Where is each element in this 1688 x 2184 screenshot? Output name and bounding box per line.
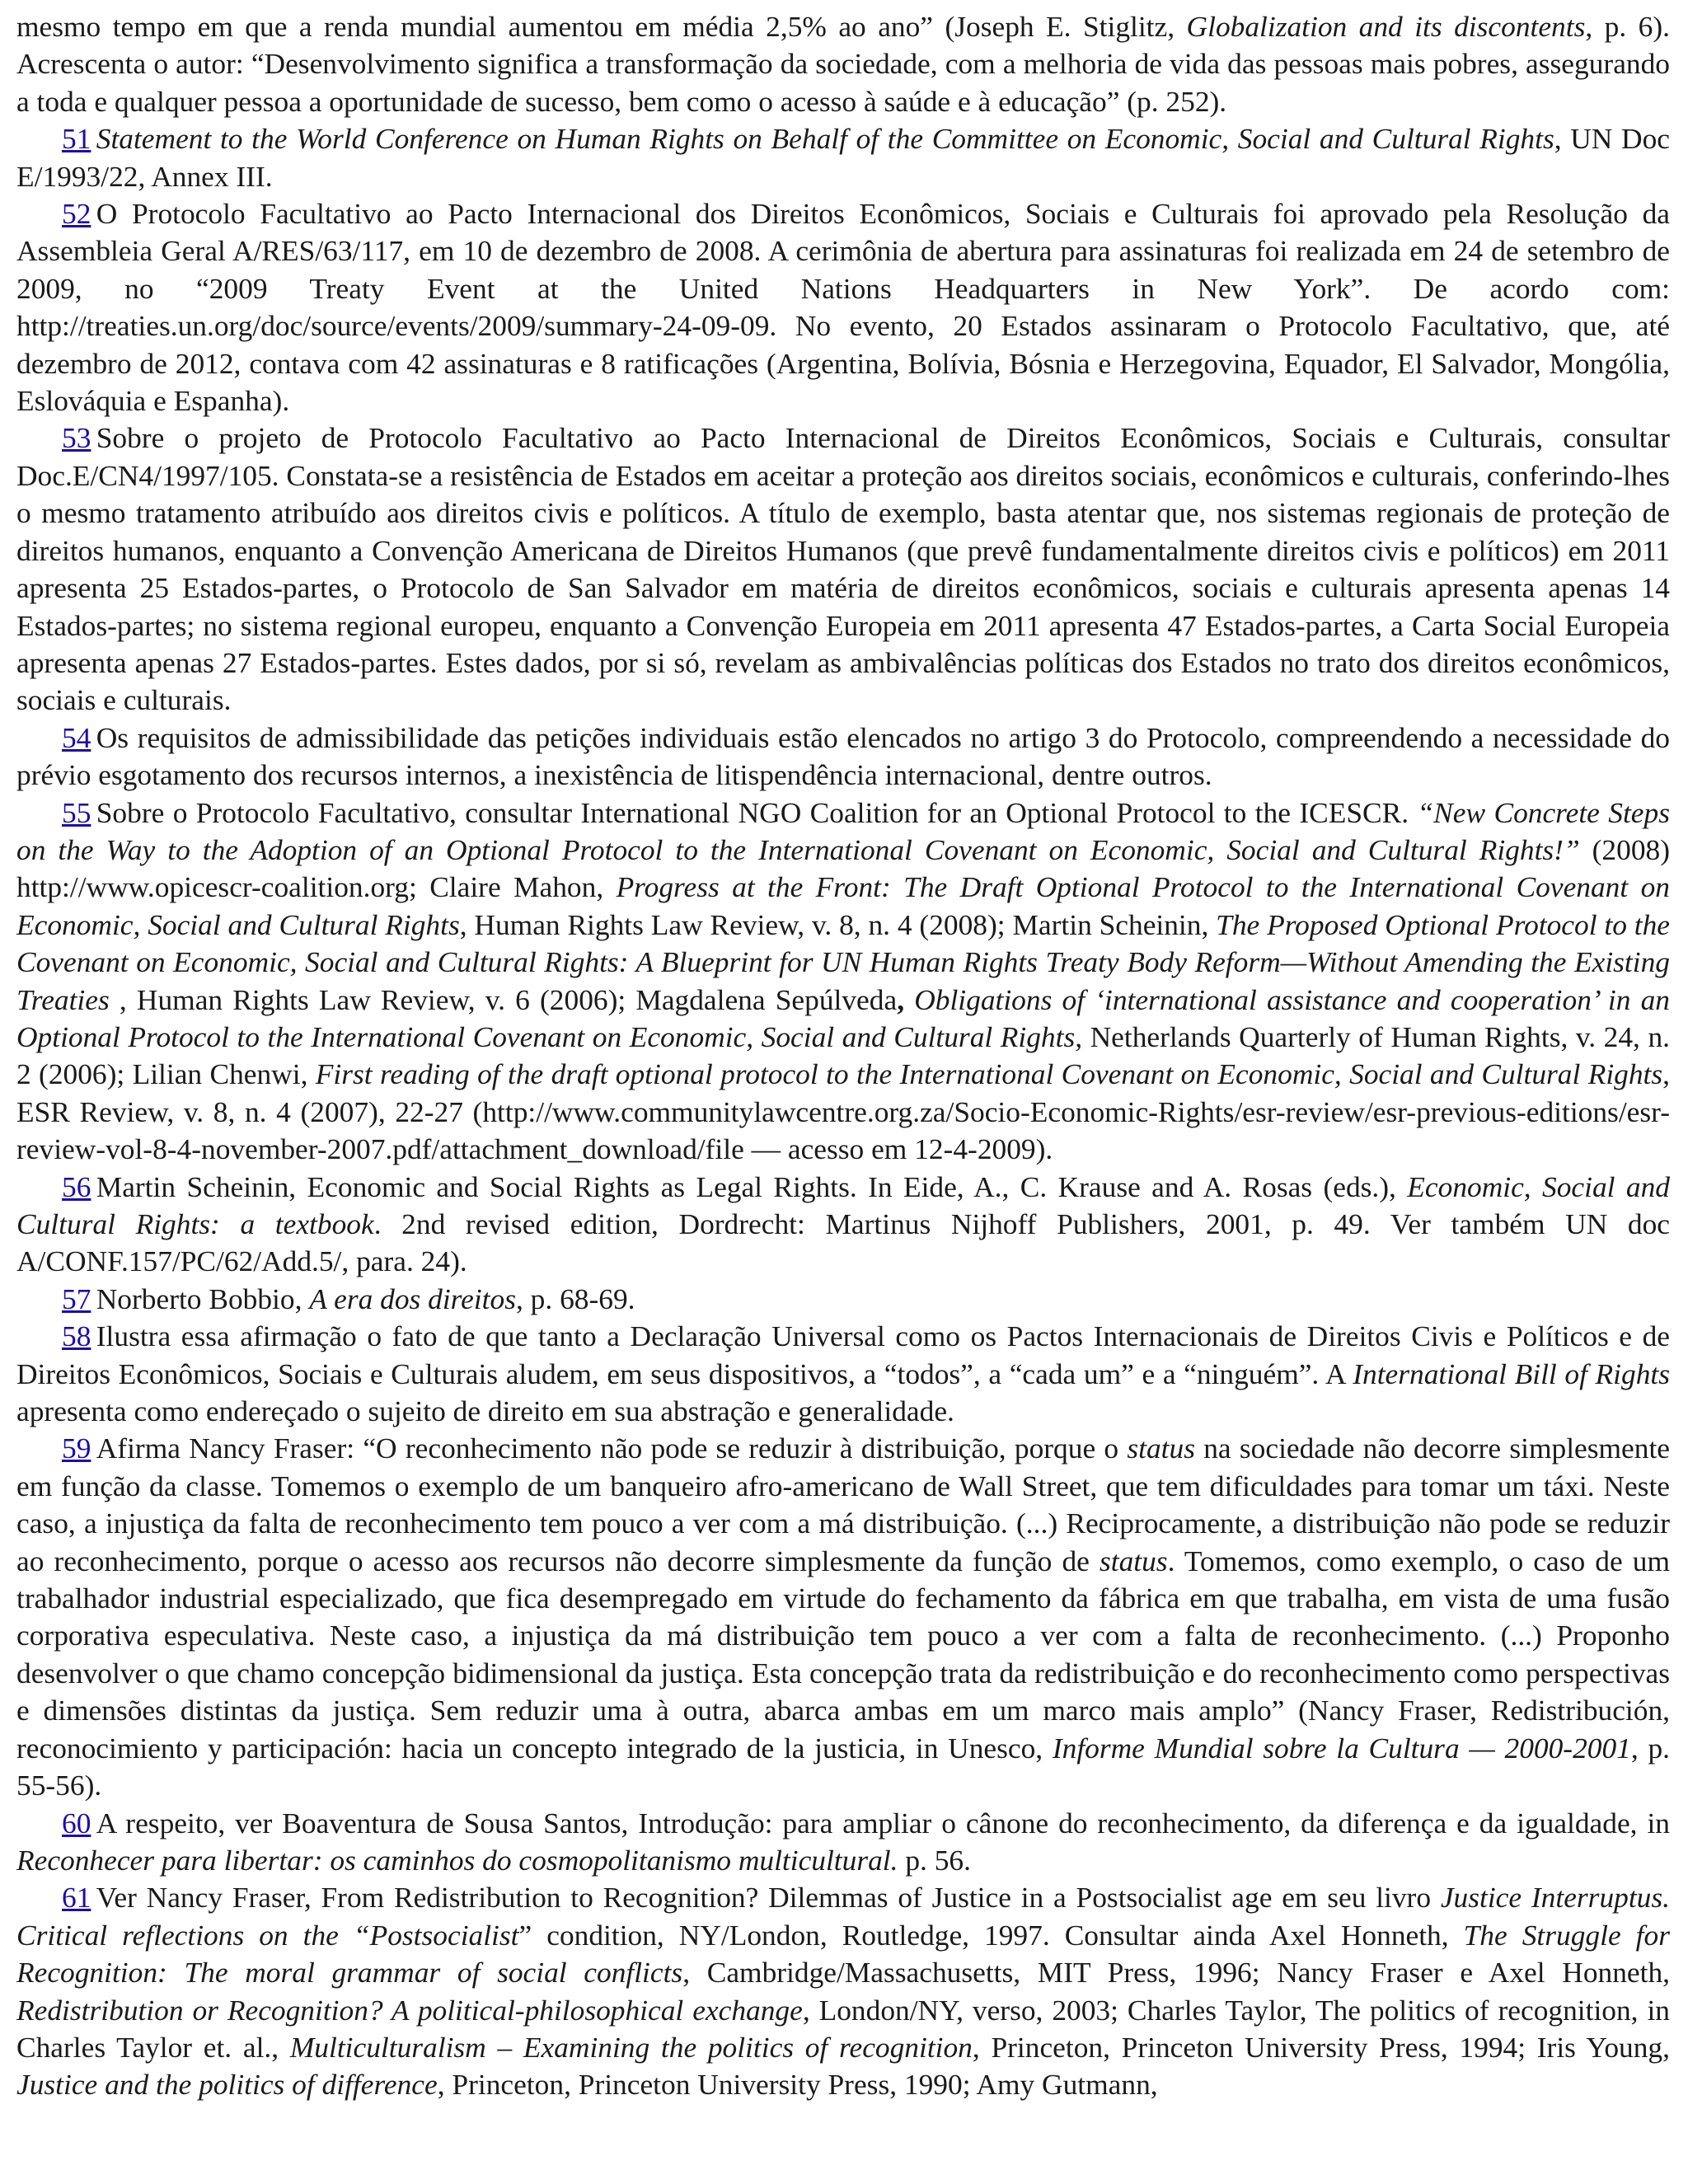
italic-text: status bbox=[1099, 1544, 1168, 1577]
body-text: , London/NY, verso, 2003; Charles Taylor, The politics of recognition, in Charles Taylor et. al., bbox=[16, 1993, 1670, 2064]
italic-text: Globalization and its discontents bbox=[1186, 10, 1586, 43]
footnote-57 bbox=[16, 1281, 1670, 1318]
footnote-56 bbox=[16, 1169, 1670, 1281]
italic-text: “New Concrete Steps on the Way to the Adoption of an Optional Protocol to the International Covenant on Economic, Social and Cultural Rights!” bbox=[16, 795, 1670, 866]
italic-text: The Struggle for Recognition: The moral grammar of social conflicts bbox=[16, 1918, 1670, 1990]
italic-text: Multiculturalism – Examining the politics of recognition bbox=[289, 2030, 973, 2064]
body-text: A respeito, ver Boaventura de Sousa Santos, Introdução: para ampliar o cânone do reconhecimento, da diferença e da igualdade, in bbox=[96, 1806, 1670, 1840]
body-text: Netherlands Quarterly of Human Rights, v. 24, n. 2 (2006); Lilian Chenwi, bbox=[16, 1019, 1670, 1091]
footnote-54 bbox=[16, 719, 1670, 794]
italic-text: Justice and the politics of difference bbox=[16, 2068, 438, 2102]
footnotes-list bbox=[16, 8, 1670, 2104]
italic-text: Obligations of ‘international assistance and cooperation’ in an Optional Protocol to the International Covenant on Economic, Social and Cultural Rights, bbox=[16, 982, 1671, 1053]
body-text: mesmo tempo em que a renda mundial aumentou em média 2,5% ao ano” (Joseph E. Stiglitz, bbox=[16, 10, 1187, 43]
footnote-59 bbox=[16, 1430, 1670, 1804]
footnote-58 bbox=[16, 1318, 1670, 1430]
footnote-52 bbox=[16, 195, 1670, 419]
footnote-link-60[interactable]: 60 bbox=[62, 1806, 91, 1840]
footnote-continuation bbox=[16, 8, 1670, 120]
italic-text: International Bill of Rights bbox=[1353, 1357, 1670, 1390]
body-text: Norberto Bobbio, bbox=[96, 1282, 310, 1315]
body-text: , UN Doc E/1993/22, Annex III. bbox=[16, 122, 1670, 193]
body-text: Os requisitos de admissibilidade das petições individuais estão elencados no artigo 3 do Protocolo, compreendendo a necessidade do prévio esgotamento dos recursos internos, a inexistência de litispendência internacional, dentre outros. bbox=[16, 720, 1670, 792]
body-text: ” condition, NY/London, Routledge, 1997. Consultar ainda Axel Honneth, bbox=[518, 1918, 1464, 1952]
body-text: , p. 55-56). bbox=[16, 1731, 1670, 1802]
body-text: , Human Rights Law Review, v. 8, n. 4 (2008); Martin Scheinin, bbox=[459, 907, 1217, 941]
body-text: , Cambridge/Massachusetts, MIT Press, 1996; Nancy Fraser e Axel Honneth, bbox=[682, 1956, 1670, 1990]
body-text: Sobre o projeto de Protocolo Facultativo ao Pacto Internacional de Direitos Econômicos, Sociais e Culturais, consultar Doc.E/CN4/1997/105. Constata-se a resistência de Estados em aceitar a proteção aos direitos sociais, econômicos e culturais, conferindo-lhes o mesmo tratamento atribuído aos direitos civis e políticos. A título de exemplo, basta atentar que, nos sistemas regionais de proteção de direitos humanos, enquanto a Convenção Americana de Direitos Humanos (que prevê fundamentalmente direitos civis e políticos) em 2011 apresenta 25 Estados-partes, o Protocolo de San Salvador em matéria de direitos econômicos, sociais e culturais apresenta apenas 14 Estados-partes; no sistema regional europeu, enquanto a Convenção Europeia em 2011 apresenta 47 Estados-partes, a Carta Social Europeia apresenta apenas 27 Estados-partes. Estes dados, por si só, revelam as ambivalências políticas dos Estados no trato dos direitos econômicos, sociais e culturais. bbox=[16, 421, 1670, 717]
body-text: , Princeton, Princeton University Press, 1994; Iris Young, bbox=[972, 2030, 1670, 2064]
footnote-55 bbox=[16, 794, 1670, 1169]
body-text: , p. 6). Acrescenta o autor: “Desenvolvimento significa a transformação da sociedade, com a melhoria de vida das pessoas mais pobres, assegurando a toda e qualquer pessoa a oportunidade de sucesso, bem como o acesso à saúde e à educação” (p. 252). bbox=[16, 10, 1670, 118]
italic-text: Reconhecer para libertar: os caminhos do cosmopolitanismo multicultural. bbox=[16, 1843, 898, 1877]
body-text: Ilustra essa afirmação o fato de que tanto a Declaração Universal como os Pactos Internacionais de Direitos Civis e Políticos e de Direitos Econômicos, Sociais e Culturais aludem, em seus dispositivos, a “todos”, a “cada um” e a “ninguém”. A bbox=[16, 1319, 1670, 1390]
footnote-53 bbox=[16, 419, 1670, 719]
body-text: p. 56. bbox=[898, 1843, 971, 1877]
italic-text: Statement to the World Conference on Human Rights on Behalf of the Committee on Economic, Social and Cultural Rights bbox=[96, 122, 1554, 156]
body-text: Martin Scheinin, Economic and Social Rights as Legal Rights. In Eide, A., C. Krause and A. Rosas (eds.), bbox=[96, 1169, 1408, 1203]
body-text: O Protocolo Facultativo ao Pacto Internacional dos Direitos Econômicos, Sociais e Culturais foi aprovado pela Resolução da Assembleia Geral A/RES/63/117, em 10 de dezembro de 2008. A cerimônia de abertura para assinaturas foi realizada em 24 de setembro de 2009, no “2009 Treaty Event at the United Nations Headquarters in New York”. De acordo com: http://treaties.un.org/doc/source/events/2009/summary-24-09-09. No evento, 20 Estados assinaram o Protocolo Facultativo, que, até dezembro de 2012, contava com 42 assinaturas e 8 ratificações (Argentina, Bolívia, Bósnia e Herzegovina, Equador, El Salvador, Mongólia, Eslováquia e Espanha). bbox=[16, 197, 1670, 418]
footnote-link-53[interactable]: 53 bbox=[62, 421, 91, 455]
footnote-60 bbox=[16, 1805, 1670, 1880]
footnote-link-55[interactable]: 55 bbox=[62, 795, 91, 829]
body-text: na sociedade não decorre simplesmente em função da classe. Tomemos o exemplo de um banqueiro afro-americano de Wall Street, que tem dificuldades para tomar um táxi. Neste caso, a injustiça da falta de reconhecimento tem pouco a ver com a má distribuição. (...) Reciprocamente, a distribuição não pode se reduzir ao reconhecimento, porque o acesso aos recursos não decorre simplesmente da função de bbox=[16, 1432, 1670, 1577]
body-text: (2008) http://www.opicescr-coalition.org; Claire Mahon, bbox=[16, 832, 1671, 904]
body-text: Sobre o Protocolo Facultativo, consultar International NGO Coalition for an Optional Protocol to the ICESCR. bbox=[96, 795, 1418, 829]
footnote-link-57[interactable]: 57 bbox=[62, 1282, 91, 1315]
italic-text: Economic, Social and Cultural Rights: a textbook bbox=[16, 1169, 1670, 1240]
footnote-link-56[interactable]: 56 bbox=[62, 1169, 91, 1203]
body-text: , Princeton, Princeton University Press, 1990; Amy Gutmann, bbox=[437, 2068, 1158, 2102]
italic-text: Redistribution or Recognition? A political-philosophical exchange bbox=[16, 1993, 803, 2027]
italic-text: The Proposed Optional Protocol to the Covenant on Economic, Social and Cultural Rights: A Blueprint for UN Human Rights Treaty Body Reform—Without Amending the Existing Treaties bbox=[16, 907, 1670, 1016]
body-text: Afirma Nancy Fraser: “O reconhecimento não pode se reduzir à distribuição, porque o bbox=[96, 1432, 1128, 1465]
body-text: . 2nd revised edition, Dordrecht: Martinus Nijhoff Publishers, 2001, p. 49. Ver também UN doc A/CONF.157/PC/62/Add.5/, para. 24). bbox=[16, 1207, 1670, 1278]
footnote-61 bbox=[16, 1879, 1670, 2103]
body-text: , bbox=[897, 982, 915, 1016]
footnote-link-61[interactable]: 61 bbox=[62, 1881, 91, 1915]
italic-text: status bbox=[1127, 1432, 1195, 1465]
footnote-link-58[interactable]: 58 bbox=[62, 1319, 91, 1353]
body-text: . Tomemos, como exemplo, o caso de um trabalhador industrial especializado, que fica desempregado em virtude do fechamento da fábrica em que trabalha, em vista de uma fusão corporativa especulativa. Neste caso, a injustiça da má distribuição tem pouco a ver com a falta de reconhecimento. (...) Proponho desenvolver o que chamo concepção bidimensional da justiça. Esta concepção trata da redistribuição e do reconhecimento como perspectivas e dimensões distintas da justiça. Sem reduzir uma à outra, abarca ambas em um marco mais amplo” (Nancy Fraser, Redistribución, reconocimiento y participación: hacia un concepto integrado de la justicia, in Unesco, bbox=[16, 1544, 1670, 1765]
italic-text: Informe Mundial sobre la Cultura — 2000-2001 bbox=[1052, 1731, 1631, 1765]
footnote-link-59[interactable]: 59 bbox=[62, 1432, 91, 1465]
footnote-link-52[interactable]: 52 bbox=[62, 197, 91, 231]
body-text: , Human Rights Law Review, v. 6 (2006); Magdalena Sepúlveda bbox=[109, 982, 898, 1016]
footnote-51 bbox=[16, 120, 1670, 195]
body-text: , ESR Review, v. 8, n. 4 (2007), 22-27 (http://www.communitylawcentre.org.za/Socio-Economic-Rights/esr-review/esr-previous-editions/esr-review-vol-8-4-november-2007.pdf/attachment_download/file — acesso em 12-4-2009). bbox=[16, 1057, 1671, 1166]
body-text: apresenta como endereçado o sujeito de direito em sua abstração e generalidade. bbox=[16, 1394, 954, 1428]
italic-text: Progress at the Front: The Draft Optional Protocol to the International Covenant on Economic, Social and Cultural Rights bbox=[16, 870, 1670, 941]
italic-text: First reading of the draft optional protocol to the International Covenant on Economic, Social and Cultural Rights bbox=[315, 1057, 1663, 1091]
italic-text: Justice Interruptus. Critical reflections on the “Postsocialist bbox=[16, 1881, 1670, 1952]
body-text: Ver Nancy Fraser, From Redistribution to Recognition? Dilemmas of Justice in a Postsocialist age em seu livro bbox=[96, 1881, 1441, 1915]
footnote-link-51[interactable]: 51 bbox=[62, 122, 91, 156]
italic-text: A era dos direitos bbox=[309, 1282, 516, 1315]
footnote-link-54[interactable]: 54 bbox=[62, 720, 91, 754]
body-text: , p. 68-69. bbox=[515, 1282, 635, 1315]
